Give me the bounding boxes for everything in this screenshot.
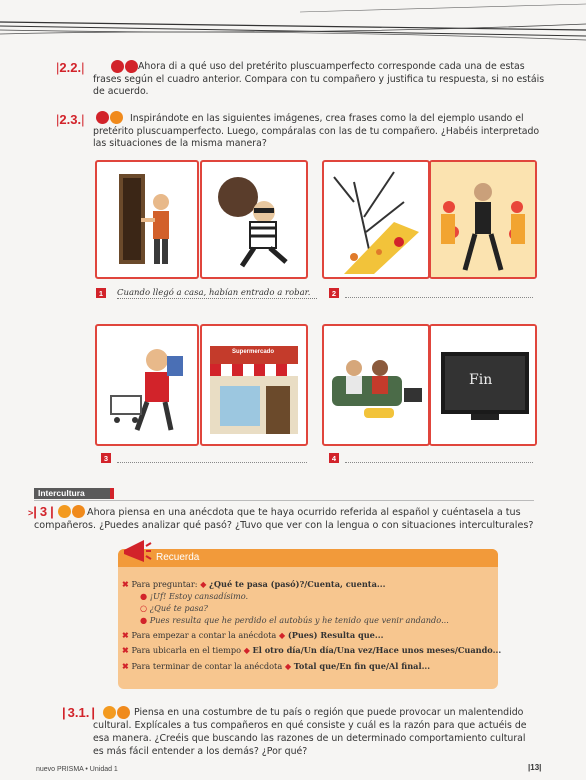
footer-book-title: nuevo PRISMA • Unidad 1 <box>36 766 118 773</box>
image-burglar <box>200 160 308 279</box>
image-tv-screen <box>429 324 537 446</box>
image-supermarket <box>200 324 308 446</box>
pair-chat-icon <box>96 109 124 127</box>
item-4-answer-line[interactable] <box>345 461 533 463</box>
recuerda-line-1: ✖ Para preguntar: ◆ ¿Qué te pasa (pasó)?/Cuenta, cuenta... <box>122 579 386 589</box>
image-party-dancers <box>429 160 537 279</box>
recuerda-line-2: ● ¡Uf! Estoy cansadísimo. <box>140 591 249 601</box>
exercise-2-3-text-2: pretérito pluscuamperfecto. Luego, compáralas con las de tu compañero. ¿Habéis interpretado <box>93 126 540 137</box>
exercise-2-3-text: Inspirándote en las siguientes imágenes, crea frases como la del ejemplo usando el <box>130 113 524 124</box>
exercise-2-2-text: Ahora di a qué uso del pretérito pluscuamperfecto corresponde cada una de estas <box>138 61 525 72</box>
exercise-2-2-text-3: de acuerdo. <box>93 86 149 97</box>
group-chat-icon <box>58 503 86 521</box>
item-2-number: 2 <box>329 288 339 298</box>
tv-fin-text: Fin <box>469 372 493 388</box>
exercise-3-label: >| 3 | <box>28 504 54 519</box>
recuerda-line-4: ● Pues resulta que he perdido el autobús y he tenido que venir andando... <box>140 615 449 625</box>
section-divider <box>34 500 534 501</box>
recuerda-line-3: ○ ¿Qué te pasa? <box>140 603 208 613</box>
megaphone-icon <box>122 538 152 564</box>
recuerda-line-7: ✖ Para terminar de contar la anécdota ◆ Total que/En fin que/Al final... <box>122 661 431 671</box>
exercise-2-3-label: |2.3.| <box>56 112 85 127</box>
item-1-example: Cuando llegó a casa, habían entrado a robar. <box>117 288 317 299</box>
item-1-number: 1 <box>96 288 106 298</box>
exercise-3-text: Ahora piensa en una anécdota que te haya ocurrido referida al español y cuéntasela a tus <box>87 507 521 518</box>
exercise-3-text-2: compañeros. ¿Puedes analizar qué pasó? ¿Tuvo que ver con la lengua o con situaciones interculturales? <box>34 520 534 531</box>
exercise-2-2-text-2: frases según el cuadro anterior. Compara con tu compañero y justifica tu respuesta, si no estáis <box>93 74 545 85</box>
image-couple-on-sofa <box>322 324 430 446</box>
recuerda-line-6: ✖ Para ubicarla en el tiempo ◆ El otro día/Un día/Una vez/Hace unos meses/Cuando... <box>122 645 502 655</box>
recuerda-line-5: ✖ Para empezar a contar la anécdota ◆ (Pues) Resulta que... <box>122 630 384 640</box>
exercise-2-3-text-3: las situaciones de la misma manera? <box>93 138 267 149</box>
recuerda-title: Recuerda <box>156 552 200 563</box>
exercise-2-2-label: |2.2.| <box>56 60 85 75</box>
header-decoration <box>0 0 586 45</box>
item-4-number: 4 <box>329 453 339 463</box>
exercise-3-1-text-4: es más fácil entender a los demás? ¿Por qué? <box>93 746 308 757</box>
image-shopper-with-cart <box>95 324 199 446</box>
item-3-number: 3 <box>101 453 111 463</box>
item-3-answer-line[interactable] <box>117 461 307 463</box>
exercise-3-1-label: | 3.1. | <box>62 705 95 720</box>
intercultura-accent <box>110 488 114 499</box>
image-autumn-road <box>322 160 430 279</box>
page-number: |13| <box>528 763 542 772</box>
image-man-at-door <box>95 160 199 279</box>
supermarket-sign: Supermercado <box>232 349 275 355</box>
exercise-3-1-text-2: cultural. Explícales a tus compañeros en qué consiste y cuál es la razón para que actuéis de <box>93 720 527 731</box>
exercise-3-1-text: Piensa en una costumbre de tu país o región que puede provocar un malentendido <box>134 707 524 718</box>
item-2-answer-line[interactable] <box>345 296 533 298</box>
exercise-3-1-text-3: esa manera. ¿Creéis que buscando las razones de un determinado comportamiento cultural <box>93 733 526 744</box>
intercultura-tab: Intercultura <box>34 488 114 499</box>
